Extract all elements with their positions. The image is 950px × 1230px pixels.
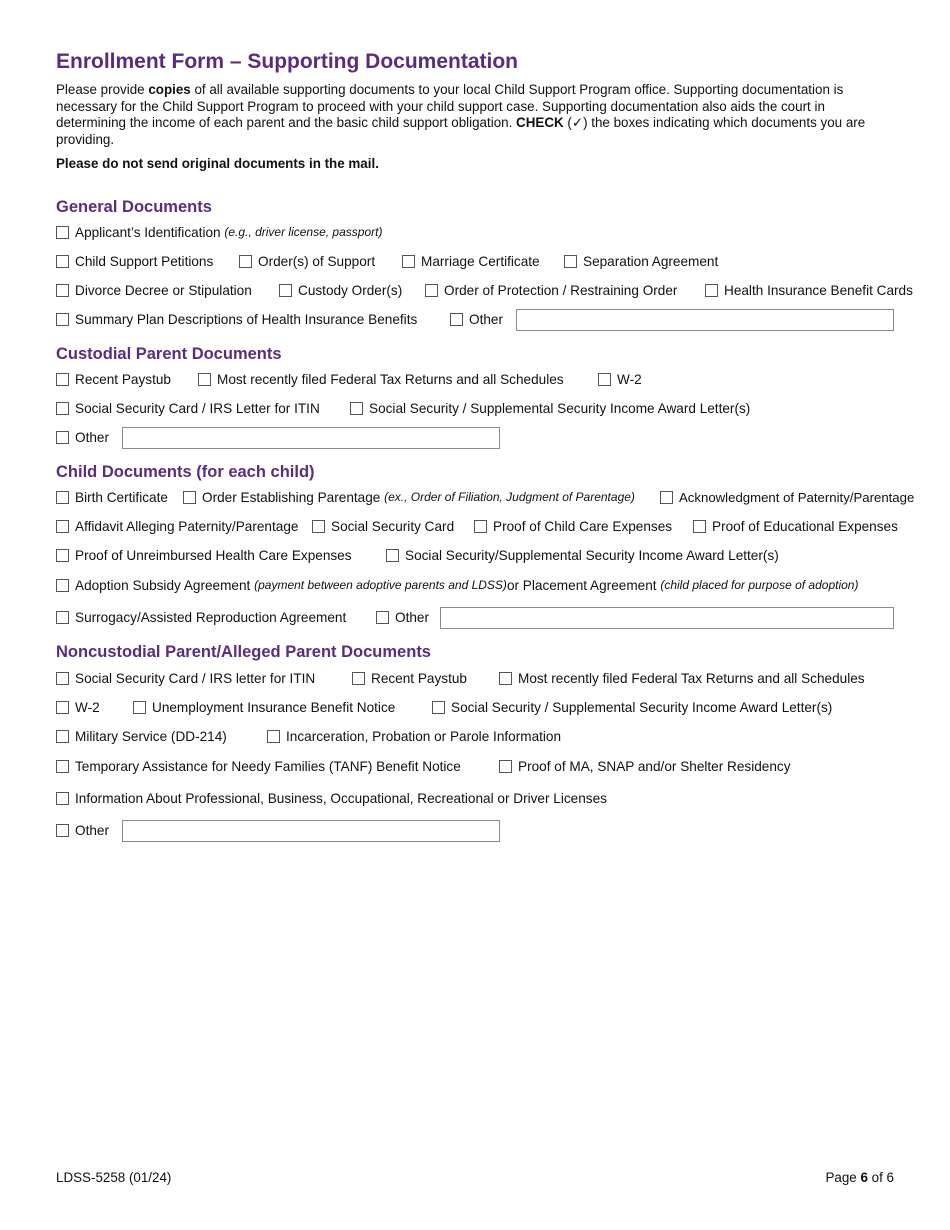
incarceration-info-checkbox[interactable] — [267, 726, 561, 746]
checkbox-box[interactable] — [386, 549, 399, 562]
form-id: LDSS-5258 (01/24) — [56, 1170, 172, 1185]
checkbox-label: Divorce Decree or Stipulation — [75, 282, 252, 298]
orders-of-support-checkbox[interactable] — [239, 251, 375, 271]
intro-text: (✓) the boxes indicating which documents you are providing. — [56, 115, 866, 147]
checkbox-box[interactable] — [56, 313, 69, 326]
custodial-ssn-card-checkbox[interactable] — [56, 398, 320, 418]
checkbox-label: Social Security / Supplemental Security Income Award Letter(s) — [451, 699, 833, 715]
checkbox-label: Affidavit Alleging Paternity/Parentage — [75, 518, 299, 534]
intro-paragraph — [56, 82, 886, 148]
checkbox-box[interactable] — [474, 520, 487, 533]
checkbox-label: Unemployment Insurance Benefit Notice — [152, 699, 396, 715]
checkbox-box[interactable] — [56, 520, 69, 533]
custodial-w2-checkbox[interactable] — [598, 369, 642, 389]
checkbox-label: Military Service (DD-214) — [75, 728, 227, 744]
page-suffix: of 6 — [867, 1170, 894, 1185]
checkbox-label: W-2 — [75, 699, 100, 715]
checkbox-label: Social Security Card / IRS Letter for ITIN — [75, 400, 320, 416]
ma-snap-residency-checkbox[interactable] — [499, 756, 791, 776]
child-other-checkbox[interactable] — [376, 607, 429, 627]
child-care-expenses-checkbox[interactable] — [474, 516, 672, 536]
checkbox-box[interactable] — [56, 431, 69, 444]
intro-copies: copies — [148, 82, 191, 97]
checkbox-box[interactable] — [56, 730, 69, 743]
affidavit-paternity-checkbox[interactable] — [56, 516, 298, 536]
checkbox-box[interactable] — [56, 579, 69, 592]
checkbox-label: Other — [469, 311, 503, 327]
noncustodial-ssi-award-checkbox[interactable] — [432, 697, 832, 717]
child-ss-card-checkbox[interactable] — [312, 516, 454, 536]
checkbox-note: (ex., Order of Filiation, Judgment of Parentage) — [384, 490, 635, 504]
checkbox-box[interactable] — [376, 611, 389, 624]
checkbox-box[interactable] — [598, 373, 611, 386]
noncustodial-w2-checkbox[interactable] — [56, 697, 100, 717]
checkbox-note: (e.g., driver license, passport) — [224, 225, 383, 239]
order-establishing-parentage-checkbox[interactable] — [183, 487, 635, 507]
intro-check: CHECK — [516, 115, 564, 130]
birth-certificate-checkbox[interactable] — [56, 487, 168, 507]
checkbox-box[interactable] — [56, 760, 69, 773]
general-other-field[interactable] — [516, 309, 894, 331]
checkbox-box[interactable] — [432, 701, 445, 714]
checkbox-label: Surrogacy/Assisted Reproduction Agreement — [75, 609, 347, 625]
checkbox-box[interactable] — [56, 284, 69, 297]
child-support-petitions-checkbox[interactable] — [56, 251, 213, 271]
custodial-tax-returns-checkbox[interactable] — [198, 369, 564, 389]
checkbox-box[interactable] — [133, 701, 146, 714]
custodial-parent-heading: Custodial Parent Documents — [56, 345, 282, 363]
separation-agreement-checkbox[interactable] — [564, 251, 718, 271]
checkbox-box[interactable] — [350, 402, 363, 415]
checkbox-box[interactable] — [56, 672, 69, 685]
licenses-info-checkbox[interactable] — [56, 788, 607, 808]
checkbox-label: Order of Protection / Restraining Order — [444, 282, 678, 298]
checkbox-label: Other — [75, 822, 109, 838]
checkbox-label: Applicant’s Identification — [75, 224, 221, 240]
checkbox-box[interactable] — [56, 226, 69, 239]
child-other-field[interactable] — [440, 607, 894, 629]
educational-expenses-checkbox[interactable] — [693, 516, 898, 536]
checkbox-label: Separation Agreement — [583, 253, 719, 269]
health-insurance-cards-checkbox[interactable] — [705, 280, 913, 300]
order-of-protection-checkbox[interactable] — [425, 280, 677, 300]
checkbox-box[interactable] — [499, 672, 512, 685]
page-number — [825, 1170, 894, 1185]
noncustodial-other-field[interactable] — [122, 820, 500, 842]
checkbox-label: Information About Professional, Business, Occupational, Recreational or Driver Licenses — [75, 790, 607, 806]
checkbox-label: W-2 — [617, 371, 642, 387]
checkbox-box[interactable] — [56, 611, 69, 624]
health-care-expenses-checkbox[interactable] — [56, 545, 352, 565]
checkbox-note: (child placed for purpose of adoption) — [660, 578, 859, 592]
custodial-ssi-award-checkbox[interactable] — [350, 398, 750, 418]
mail-warning: Please do not send original documents in the mail. — [56, 156, 379, 171]
checkbox-label: Marriage Certificate — [421, 253, 540, 269]
military-service-checkbox[interactable] — [56, 726, 227, 746]
noncustodial-other-checkbox[interactable] — [56, 820, 109, 840]
unemployment-notice-checkbox[interactable] — [133, 697, 395, 717]
adoption-subsidy-checkbox[interactable] — [56, 575, 858, 595]
checkbox-box[interactable] — [402, 255, 415, 268]
checkbox-label: Acknowledgment of Paternity/Parentage — [679, 489, 915, 505]
checkbox-label: Social Security Card — [331, 518, 455, 534]
checkbox-label: Order(s) of Support — [258, 253, 376, 269]
checkbox-label: Proof of MA, SNAP and/or Shelter Residency — [518, 758, 791, 774]
checkbox-label: Recent Paystub — [371, 670, 467, 686]
checkbox-label: Other — [75, 429, 109, 445]
checkbox-note: (payment between adoptive parents and LDSS) — [254, 578, 507, 592]
marriage-certificate-checkbox[interactable] — [402, 251, 540, 271]
checkbox-box[interactable] — [239, 255, 252, 268]
page-prefix: Page — [825, 1170, 861, 1185]
checkbox-box[interactable] — [660, 491, 673, 504]
page-title: Enrollment Form – Supporting Documentation — [56, 50, 518, 73]
applicant-id-checkbox[interactable] — [56, 222, 382, 242]
checkbox-box[interactable] — [279, 284, 292, 297]
plan-descriptions-checkbox[interactable] — [56, 309, 417, 329]
checkbox-label: Most recently filed Federal Tax Returns and all Schedules — [518, 670, 865, 686]
checkbox-box[interactable] — [56, 402, 69, 415]
child-documents-heading: Child Documents (for each child) — [56, 463, 315, 481]
checkbox-box[interactable] — [705, 284, 718, 297]
checkbox-box[interactable] — [56, 549, 69, 562]
intro-text: of all available supporting documents to your local Child Support Program office. Supporting documentation is necessary for the Child Support Program to proceed with your child support case. Supporting documentation also aids the court in determining the income of each parent and the basic child support obligation. — [56, 82, 844, 130]
checkbox-box[interactable] — [693, 520, 706, 533]
general-documents-heading: General Documents — [56, 198, 212, 216]
checkbox-label: Temporary Assistance for Needy Families (TANF) Benefit Notice — [75, 758, 461, 774]
divorce-decree-checkbox[interactable] — [56, 280, 252, 300]
checkbox-label: Incarceration, Probation or Parole Information — [286, 728, 562, 744]
checkbox-box[interactable] — [499, 760, 512, 773]
checkbox-box[interactable] — [312, 520, 325, 533]
custodial-paystub-checkbox[interactable] — [56, 369, 171, 389]
checkbox-label: Social Security Card / IRS letter for ITIN — [75, 670, 316, 686]
child-ssi-award-checkbox[interactable] — [386, 545, 779, 565]
checkbox-label: Order Establishing Parentage — [202, 489, 381, 505]
checkbox-box[interactable] — [450, 313, 463, 326]
general-other-checkbox[interactable] — [450, 309, 503, 329]
surrogacy-agreement-checkbox[interactable] — [56, 607, 346, 627]
checkbox-label: Proof of Unreimbursed Health Care Expenses — [75, 547, 352, 563]
checkbox-box[interactable] — [183, 491, 196, 504]
checkbox-label: or Placement Agreement — [506, 577, 657, 593]
checkbox-box[interactable] — [425, 284, 438, 297]
checkbox-label: Most recently filed Federal Tax Returns and all Schedules — [217, 371, 564, 387]
checkbox-label: Adoption Subsidy Agreement — [75, 577, 251, 593]
page-current: 6 — [860, 1170, 868, 1185]
checkbox-label: Proof of Child Care Expenses — [493, 518, 673, 534]
checkbox-box[interactable] — [56, 792, 69, 805]
intro-text: Please provide — [56, 82, 149, 97]
tanf-notice-checkbox[interactable] — [56, 756, 461, 776]
checkbox-box[interactable] — [564, 255, 577, 268]
custodial-other-checkbox[interactable] — [56, 427, 109, 447]
checkbox-box[interactable] — [56, 491, 69, 504]
checkbox-box[interactable] — [267, 730, 280, 743]
noncustodial-parent-heading: Noncustodial Parent/Alleged Parent Documents — [56, 643, 431, 661]
checkbox-box[interactable] — [352, 672, 365, 685]
checkbox-label: Summary Plan Descriptions of Health Insurance Benefits — [75, 311, 418, 327]
checkbox-label: Custody Order(s) — [298, 282, 403, 298]
checkbox-label: Proof of Educational Expenses — [712, 518, 898, 534]
checkbox-label: Social Security / Supplemental Security Income Award Letter(s) — [369, 400, 751, 416]
acknowledgment-paternity-checkbox[interactable] — [660, 487, 914, 507]
checkbox-box[interactable] — [56, 824, 69, 837]
noncustodial-paystub-checkbox[interactable] — [352, 668, 467, 688]
checkbox-box[interactable] — [56, 373, 69, 386]
checkbox-label: Child Support Petitions — [75, 253, 214, 269]
checkbox-label: Social Security/Supplemental Security Income Award Letter(s) — [405, 547, 779, 563]
noncustodial-tax-returns-checkbox[interactable] — [499, 668, 865, 688]
checkbox-box[interactable] — [56, 255, 69, 268]
checkbox-label: Health Insurance Benefit Cards — [724, 282, 913, 298]
checkbox-box[interactable] — [56, 701, 69, 714]
noncustodial-ssn-card-checkbox[interactable] — [56, 668, 315, 688]
checkbox-label: Recent Paystub — [75, 371, 171, 387]
checkbox-label: Other — [395, 609, 429, 625]
checkbox-box[interactable] — [198, 373, 211, 386]
custody-orders-checkbox[interactable] — [279, 280, 402, 300]
custodial-other-field[interactable] — [122, 427, 500, 449]
checkbox-label: Birth Certificate — [75, 489, 168, 505]
